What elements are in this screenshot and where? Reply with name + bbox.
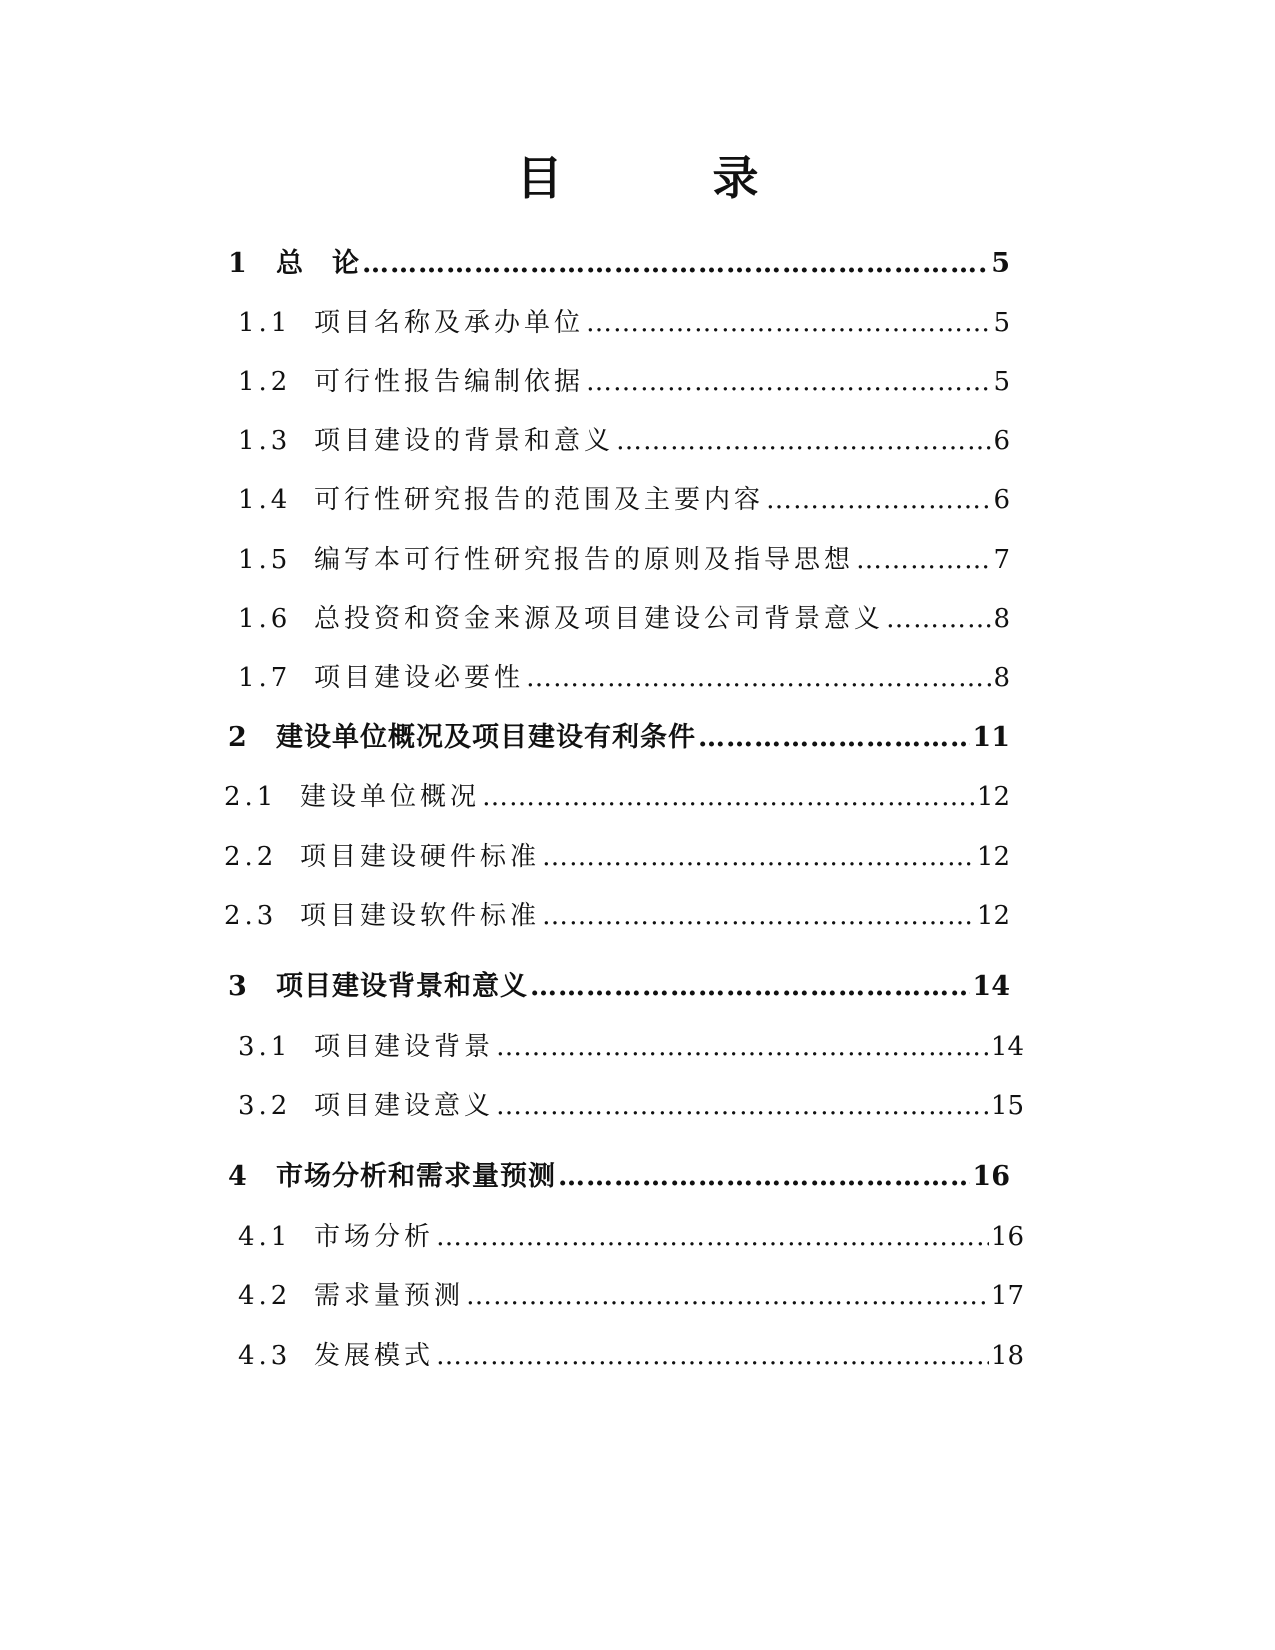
toc-dot-leader [558,1157,970,1197]
toc-dot-leader [542,837,975,877]
toc-entry-page: 8 [993,663,1010,693]
toc-entry-number: 3.1 [238,1032,292,1062]
toc-entry-section[interactable] [238,421,1010,461]
toc-entry-page: 5 [991,248,1010,279]
toc-entry-number: 2.3 [224,901,278,931]
toc-entry-section[interactable] [238,362,1010,402]
toc-entry-label: 项目建设硬件标准 [300,842,541,872]
toc-entry-number: 4.2 [238,1281,292,1311]
toc-entry-section[interactable] [238,1217,1024,1257]
toc-entry-section[interactable] [238,540,1010,580]
toc-entry-section[interactable] [238,1027,1024,1067]
toc-entry-number: 4.1 [238,1222,292,1252]
toc-dot-leader [436,1217,989,1257]
toc-entry-label: 项目建设意义 [314,1091,495,1121]
toc-entry-label: 发展模式 [314,1341,435,1371]
toc-entry-section[interactable] [224,896,1010,936]
toc-entry-number: 2.1 [224,782,278,812]
toc-entry-page: 16 [972,1161,1010,1192]
toc-title: 目 录 [516,151,811,205]
toc-entry-number: 2.2 [224,842,278,872]
toc-dot-leader [496,1027,989,1067]
toc-entry-number: 1.5 [238,545,292,575]
toc-entry-page: 18 [990,1341,1024,1371]
toc-entry-page: 11 [972,722,1010,753]
toc-entry-page: 12 [976,842,1010,872]
toc-entry-label: 需求量预测 [314,1281,465,1311]
toc-entry-number: 4.3 [238,1341,292,1371]
toc-entry-page: 17 [990,1281,1024,1311]
toc-entry-page: 16 [990,1222,1024,1252]
toc-entry-page: 6 [993,485,1010,515]
toc-entry-number: 3.2 [238,1091,292,1121]
toc-entry-label: 可行性研究报告的范围及主要内容 [314,485,765,515]
toc-dot-leader [466,1276,989,1316]
toc-entry-number: 3 [228,971,247,1002]
toc-dot-leader [526,658,991,698]
toc-entry-label: 建设单位概况 [300,782,481,812]
toc-entry-page: 7 [993,545,1010,575]
toc-entry-label: 项目建设的背景和意义 [314,426,615,456]
toc-entry-number: 2 [228,722,247,753]
toc-entry-section[interactable] [238,1276,1024,1316]
toc-entry-label: 项目建设背景和意义 [276,971,528,1002]
toc-entry-number: 1.6 [238,604,292,634]
toc-entry-chapter[interactable] [228,718,1010,758]
toc-entry-label: 市场分析和需求量预测 [276,1161,556,1192]
toc-entry-number: 1.3 [238,426,292,456]
toc-entry-number: 4 [228,1161,247,1192]
toc-entry-number: 1 [228,248,247,279]
toc-dot-leader [530,967,970,1007]
toc-dot-leader [436,1336,989,1376]
toc-entry-label: 建设单位概况及项目建设有利条件 [276,722,696,753]
toc-entry-page: 14 [972,971,1010,1002]
toc-entry-number: 1.7 [238,663,292,693]
toc-entry-chapter[interactable] [228,244,1010,284]
toc-entry-section[interactable] [238,599,1010,639]
toc-entry-section[interactable] [238,303,1010,343]
toc-dot-leader [496,1086,989,1126]
toc-entry-number: 1.1 [238,308,292,338]
toc-entry-number: 1.4 [238,485,292,515]
toc-dot-leader [886,599,991,639]
toc-entry-page: 5 [993,308,1010,338]
toc-dot-leader [856,540,991,580]
toc-dot-leader [362,244,989,284]
toc-entry-label: 项目名称及承办单位 [314,308,585,338]
toc-entry-label: 总投资和资金来源及项目建设公司背景意义 [314,604,885,634]
toc-entry-chapter[interactable] [228,1157,1010,1197]
toc-entry-section[interactable] [238,1336,1024,1376]
toc-dot-leader [482,777,975,817]
toc-dot-leader [586,303,991,343]
toc-entry-page: 8 [993,604,1010,634]
toc-entry-page: 14 [990,1032,1024,1062]
toc-entry-label: 市场分析 [314,1222,435,1252]
toc-entry-label: 项目建设背景 [314,1032,495,1062]
toc-dot-leader [586,362,991,402]
toc-entry-label: 总 论 [276,248,360,279]
toc-dot-leader [616,421,991,461]
toc-entry-label: 项目建设软件标准 [300,901,541,931]
toc-entry-section[interactable] [238,480,1010,520]
toc-entry-chapter[interactable] [228,967,1010,1007]
toc-entry-page: 12 [976,901,1010,931]
toc-entry-label: 编写本可行性研究报告的原则及指导思想 [314,545,855,575]
toc-entry-page: 6 [993,426,1010,456]
toc-entry-page: 15 [990,1091,1024,1121]
toc-entry-section[interactable] [238,658,1010,698]
toc-dot-leader [766,480,991,520]
toc-entry-section[interactable] [224,837,1010,877]
toc-dot-leader [698,718,970,758]
toc-dot-leader [542,896,975,936]
toc-entry-section[interactable] [224,777,1010,817]
toc-entry-label: 可行性报告编制依据 [314,367,585,397]
toc-entry-section[interactable] [238,1086,1024,1126]
toc-entry-number: 1.2 [238,367,292,397]
toc-entry-label: 项目建设必要性 [314,663,525,693]
toc-entry-page: 5 [993,367,1010,397]
toc-entry-page: 12 [976,782,1010,812]
